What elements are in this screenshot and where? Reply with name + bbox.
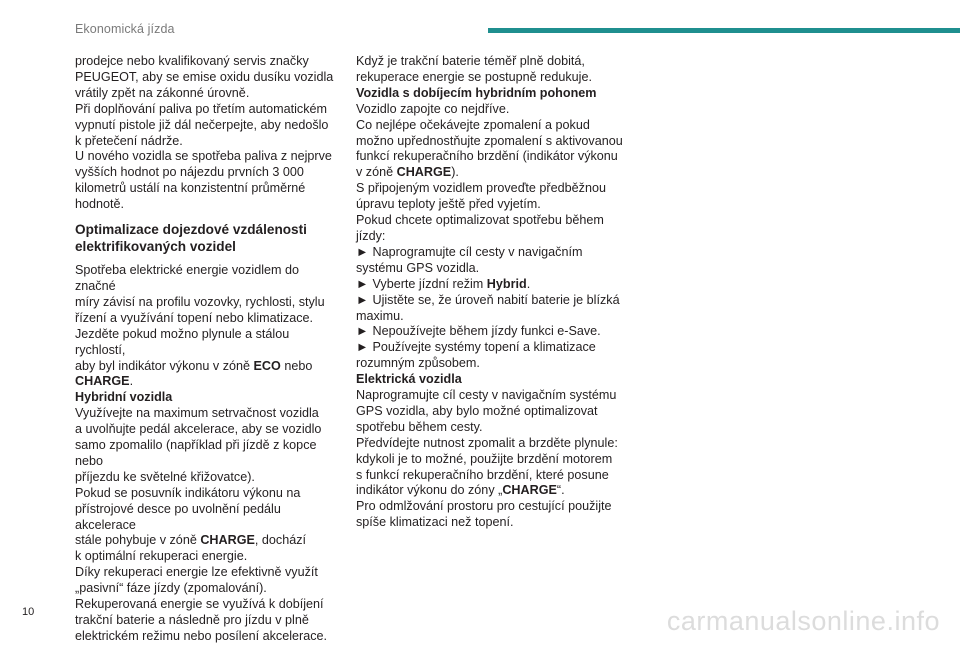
arrow-bullet-icon: ► (356, 292, 369, 307)
right-column (356, 54, 624, 531)
arrow-bullet-icon: ► (356, 340, 369, 355)
subheading-electric: Elektrická vozidla (356, 372, 462, 387)
paragraph: Díky rekuperaci energie lze efektivně využít „pasivní“ fáze jízdy (zpomalování). Rekuperovaná energie se využívá k dobíjení trakční baterie a následně pro jízdu v plně elektrickém režimu nebo posílení akcelerace. (75, 565, 327, 643)
paragraph: Pro odmlžování prostoru pro cestující použijte spíše klimatizaci než topení. (356, 499, 612, 530)
paragraph: S připojeným vozidlem proveďte předběžnou úpravu teploty ještě před vyjetím. (356, 181, 606, 212)
paragraph: Spotřeba elektrické energie vozidlem do značné míry závisí na profilu vozovky, rychlosti, stylu řízení a využívání topení nebo klimatizace. Jezděte pokud možno plynule a stálou rychlostí, aby byl indikátor výkonu v zóně ECO nebo CHARGE. (75, 263, 325, 389)
arrow-bullet-icon: ► (356, 324, 369, 339)
list-item: ► Ujistěte se, že úroveň nabití baterie je blízká maximu. (356, 292, 620, 323)
paragraph: Využívejte na maximum setrvačnost vozidla a uvolňujte pedál akcelerace, aby se vozidlo samo zpomalilo (například při jízdě z kopce nebo příjezdu ke světelné křižovatce). (75, 406, 322, 484)
paragraph: Co nejlépe očekávejte zpomalení a pokud možno upřednostňujte zpomalení s aktivovanou funkcí rekuperačního brzdění (indikátor výkonu v zóně CHARGE). (356, 117, 623, 180)
paragraph: Vozidlo zapojte co nejdříve. (356, 101, 510, 116)
header-accent-bar (488, 28, 960, 33)
paragraph: Při doplňování paliva po třetím automatickém vypnutí pistole již dál nečerpejte, aby nedošlo k přetečení nádrže. (75, 101, 329, 148)
arrow-bullet-icon: ► (356, 276, 369, 291)
paragraph: Pokud chcete optimalizovat spotřebu během jízdy: (356, 213, 604, 243)
paragraph: U nového vozidla se spotřeba paliva z nejprve vyšších hodnot po nájezdu prvních 3 000 kilometrů ustálí na konzistentní průměrné hodnotě. (75, 149, 332, 212)
section-heading: Optimalizace dojezdové vzdálenosti elektrifikovaných vozidel (75, 222, 307, 255)
subheading-hybrid: Hybridní vozidla (75, 390, 173, 405)
paragraph: prodejce nebo kvalifikovaný servis značky PEUGEOT, aby se emise oxidu dusíku vozidla vrátily zpět na zákonné úrovně. (75, 54, 334, 100)
paragraph: Předvídejte nutnost zpomalit a brzděte plynule: kdykoli je to možné, použijte brzdění motorem s funkcí rekuperačního brzdění, které posune indikátor výkonu do zóny „CHARGE“. (356, 435, 618, 498)
arrow-bullet-icon: ► (356, 244, 369, 259)
left-column (75, 54, 343, 645)
paragraph: Pokud se posuvník indikátoru výkonu na přístrojové desce po uvolnění pedálu akcelerace stále pohybuje v zóně CHARGE, dochází k optimální rekuperaci energie. (75, 485, 307, 564)
list-item: ► Nepoužívejte během jízdy funkci e-Save. (356, 324, 601, 339)
paragraph: Když je trakční baterie téměř plně dobitá, rekuperace energie se postupně redukuje. (356, 54, 592, 84)
watermark: carmanualsonline.info (666, 606, 940, 636)
list-item: ► Používejte systémy topení a klimatizace rozumným způsobem. (356, 340, 596, 371)
list-item: ► Vyberte jízdní režim Hybrid. (356, 276, 531, 291)
subheading-plugin-hybrid: Vozidla s dobíjecím hybridním pohonem (356, 85, 597, 100)
paragraph: Naprogramujte cíl cesty v navigačním systému GPS vozidla, aby bylo možné optimalizovat spotřebu během cesty. (356, 388, 617, 434)
page-number: 10 (22, 606, 35, 618)
running-header: Ekonomická jízda (75, 22, 175, 36)
list-item: ► Naprogramujte cíl cesty v navigačním systému GPS vozidla. (356, 244, 583, 275)
